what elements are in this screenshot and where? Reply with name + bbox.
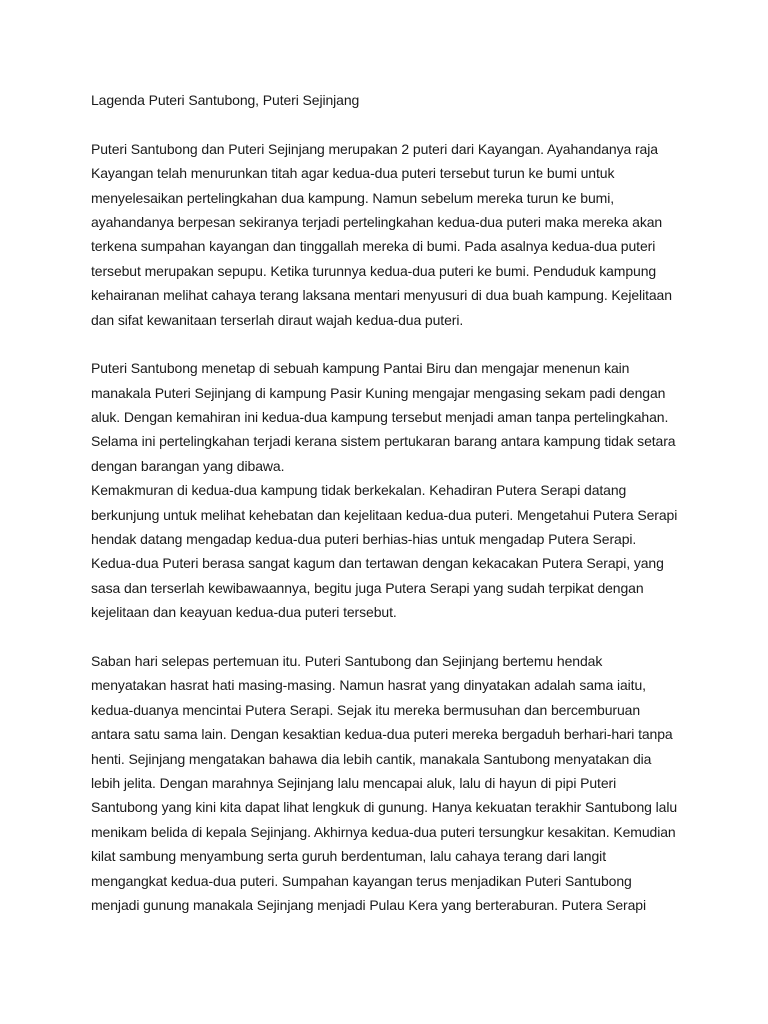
text-line: menyelesaikan pertelingkahan dua kampung. Namun sebelum mereka turun ke bumi,	[91, 189, 615, 206]
text-line: Kemakmuran di kedua-dua kampung tidak berkekalan. Kehadiran Putera Serapi datang	[91, 482, 627, 499]
text-line: Saban hari selepas pertemuan itu. Puteri Santubong dan Sejinjang bertemu hendak	[91, 652, 603, 669]
text-line: berkunjung untuk melihat kehebatan dan kejelitaan kedua-dua puteri. Mengetahui Putera Serapi	[91, 506, 678, 523]
text-line: kilat sambung menyambung serta guruh berdentuman, lalu cahaya terang dari langit	[91, 848, 606, 865]
text-line: dan sifat kewanitaan terserlah diraut wajah kedua-dua puteri.	[91, 311, 464, 328]
text-line: lebih jelita. Dengan marahnya Sejinjang lalu mencapai aluk, lalu di hayun di pipi Puteri	[91, 774, 617, 791]
text-line: aluk. Dengan kemahiran ini kedua-dua kampung tersebut menjadi aman tanpa pertelingkahan.	[91, 409, 669, 426]
text-line: kedua-duanya mencintai Putera Serapi. Sejak itu mereka bermusuhan dan bercemburuan	[91, 701, 641, 718]
document-title: Lagenda Puteri Santubong, Puteri Sejinjang	[91, 92, 360, 108]
text-line: menikam belida di kepala Sejinjang. Akhirnya kedua-dua puteri tersungkur kesakitan. Kemudian	[91, 823, 676, 840]
text-line: Kayangan telah menurunkan titah agar kedua-dua puteri tersebut turun ke bumi untuk	[91, 165, 615, 182]
paragraph-2	[91, 356, 691, 624]
text-line: sasa dan terserlah kewibawaannya, begitu juga Putera Serapi yang sudah terpikat dengan	[91, 579, 644, 596]
text-line: kejelitaan dan keayuan kedua-dua puteri tersebut.	[91, 604, 397, 621]
text-line: ayahandanya berpesan sekiranya terjadi pertelingkahan kedua-dua puteri maka mereka akan	[91, 213, 663, 230]
document-body	[91, 88, 691, 917]
text-line: dengan barangan yang dibawa.	[91, 457, 285, 474]
text-line: Puteri Santubong dan Puteri Sejinjang merupakan 2 puteri dari Kayangan. Ayahandanya raja	[91, 140, 658, 157]
paragraph-3	[91, 649, 691, 917]
text-line: henti. Sejinjang mengatakan bahawa dia lebih cantik, manakala Santubong menyatakan dia	[91, 750, 652, 767]
text-line: Kedua-dua Puteri berasa sangat kagum dan tertawan dengan kekacakan Putera Serapi, yang	[91, 555, 664, 572]
text-line: kehairanan melihat cahaya terang laksana mentari menyusuri di dua buah kampung. Kejelitaan	[91, 287, 672, 304]
text-line: Puteri Santubong menetap di sebuah kampung Pantai Biru dan mengajar menenun kain	[91, 360, 630, 377]
text-line: mengangkat kedua-dua puteri. Sumpahan kayangan terus menjadikan Puteri Santubong	[91, 872, 632, 889]
paragraph-spacer	[91, 332, 691, 356]
text-line: hendak datang mengadap kedua-dua puteri berhias-hias untuk mengadap Putera Serapi.	[91, 531, 637, 548]
text-line: terkena sumpahan kayangan dan tinggallah mereka di bumi. Pada asalnya kedua-dua puteri	[91, 238, 656, 255]
text-line: Santubong yang kini kita dapat lihat lengkuk di gunung. Hanya kekuatan terakhir Santubong lalu	[91, 799, 678, 816]
text-line: menyatakan hasrat hati masing-masing. Namun hasrat yang dinyatakan adalah sama iaitu,	[91, 677, 646, 694]
text-line: tersebut merupakan sepupu. Ketika turunnya kedua-dua puteri ke bumi. Penduduk kampung	[91, 262, 657, 279]
paragraph-1	[91, 137, 691, 332]
text-line: menjadi gunung manakala Sejinjang menjadi Pulau Kera yang berteraburan. Putera Serapi	[91, 896, 646, 913]
text-line: antara satu sama lain. Dengan kesaktian kedua-dua puteri mereka bergaduh berhari-hari tanpa	[91, 726, 673, 743]
paragraph-spacer	[91, 625, 691, 649]
text-line: manakala Puteri Sejinjang di kampung Pasir Kuning mengajar mengasing sekam padi dengan	[91, 384, 666, 401]
text-line: Selama ini pertelingkahan terjadi kerana sistem pertukaran barang antara kampung tidak setara	[91, 433, 676, 450]
